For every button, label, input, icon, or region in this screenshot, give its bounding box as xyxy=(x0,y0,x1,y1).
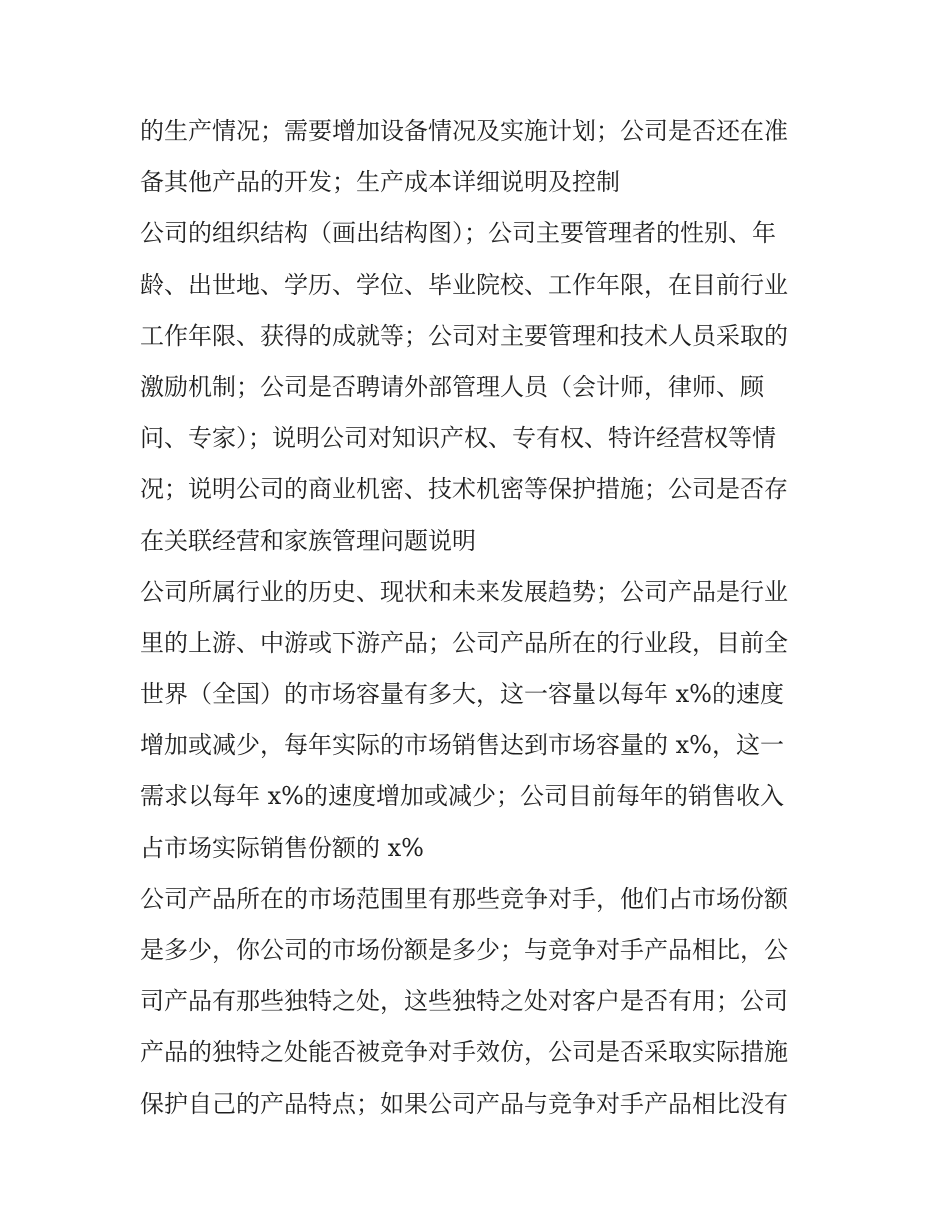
body-text xyxy=(140,106,810,1130)
text-line: 公司所属行业的历史、现状和未来发展趋势；公司产品是行业 xyxy=(140,577,788,606)
text-line: 增加或减少，每年实际的市场销售达到市场容量的 x%，这一 xyxy=(140,731,784,760)
text-line: 公司的组织结构（画出结构图）；公司主要管理者的性别、年 xyxy=(140,219,776,248)
text-line: 占市场实际销售份额的 x% xyxy=(140,833,424,862)
text-line: 龄、出世地、学历、学位、毕业院校、工作年限，在目前行业 xyxy=(140,270,788,299)
text-line: 激励机制；公司是否聘请外部管理人员（会计师，律师、顾 xyxy=(140,372,764,401)
text-line: 的生产情况；需要增加设备情况及实施计划；公司是否还在准 xyxy=(140,117,788,145)
text-line: 司产品有那些独特之处，这些独特之处对客户是否有用；公司 xyxy=(140,987,788,1016)
text-line: 是多少，你公司的市场份额是多少；与竞争对手产品相比，公 xyxy=(140,936,788,964)
text-line: 里的上游、中游或下游产品；公司产品所在的行业段，目前全 xyxy=(140,628,788,657)
text-line: 公司产品所在的市场范围里有那些竞争对手，他们占市场份额 xyxy=(140,884,788,913)
text-line: 备其他产品的开发；生产成本详细说明及控制 xyxy=(140,168,620,197)
text-line: 保护自己的产品特点；如果公司产品与竞争对手产品相比没有 xyxy=(140,1089,788,1118)
text-line: 产品的独特之处能否被竞争对手效仿，公司是否采取实际措施 xyxy=(140,1038,788,1067)
text-line: 问、专家）；说明公司对知识产权、专有权、特许经营权等情 xyxy=(140,424,776,453)
text-line: 在关联经营和家族管理问题说明 xyxy=(140,526,476,555)
text-line: 工作年限、获得的成就等；公司对主要管理和技术人员采取的 xyxy=(140,321,788,350)
text-line: 世界（全国）的市场容量有多大，这一容量以每年 x%的速度 xyxy=(140,680,784,709)
text-line: 况；说明公司的商业机密、技术机密等保护措施；公司是否存 xyxy=(140,475,788,504)
text-line: 需求以每年 x%的速度增加或减少；公司目前每年的销售收入 xyxy=(140,782,784,811)
